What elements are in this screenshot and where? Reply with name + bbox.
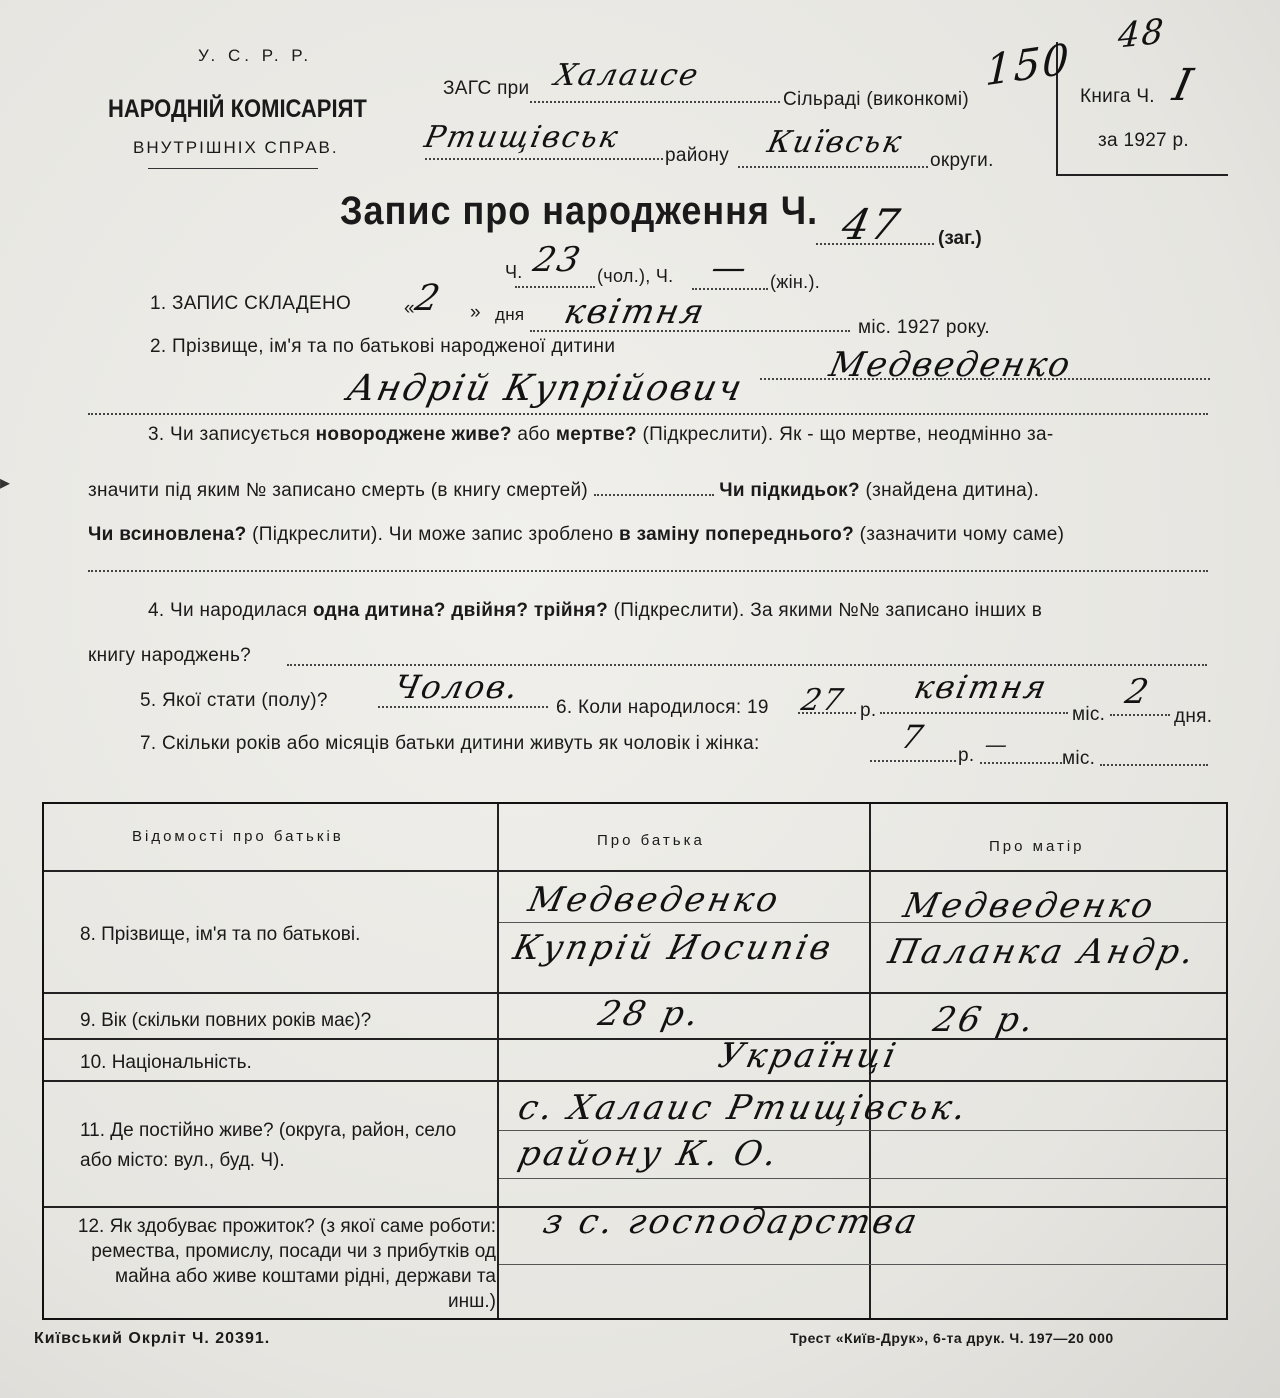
s3-text: 3. Чи записується bbox=[148, 424, 311, 445]
father-surname-handwritten: Медведенко bbox=[524, 880, 785, 920]
s3-replacement: в заміну попереднього? bbox=[619, 524, 854, 545]
raion-handwritten: Ртищівськ bbox=[421, 120, 623, 155]
s6-day-handwritten: 2 bbox=[1121, 672, 1154, 712]
okruha-label: округи. bbox=[930, 150, 994, 171]
okruha-line bbox=[738, 166, 928, 168]
book-year: за 1927 р. bbox=[1098, 130, 1189, 151]
table-row-11-label: 11. Де постійно живе? (округа, район, село або місто: вул., буд. Ч). bbox=[80, 1120, 457, 1171]
zags-label: ЗАГС при bbox=[443, 78, 530, 99]
table-row-9-rule bbox=[44, 1038, 1226, 1040]
male-label: (чол.), Ч. bbox=[597, 266, 674, 286]
header-ussr: У. С. Р. Р. bbox=[198, 46, 313, 65]
row-12-subline bbox=[499, 1264, 1226, 1265]
s5-sex-handwritten: Чолов. bbox=[390, 668, 524, 706]
mother-age-handwritten: 26 р. bbox=[929, 1000, 1040, 1040]
s2-surname-handwritten: Медведенко bbox=[825, 345, 1076, 385]
zags-village-handwritten: Халаисе bbox=[551, 58, 703, 93]
s6-year-line bbox=[798, 712, 856, 714]
residence-line-2-handwritten: району К. О. bbox=[514, 1134, 784, 1174]
table-header-mother: Про матір bbox=[989, 838, 1085, 855]
s3-text-2: (Підкреслити). Як - що мертве, неодмінно за- bbox=[642, 424, 1054, 445]
s1-suffix: міс. 1927 року. bbox=[858, 317, 990, 338]
header-commissariat: НАРОДНІЙ КОМІСАРІЯТ bbox=[108, 94, 367, 123]
s7-months-line bbox=[980, 762, 1062, 764]
parents-table bbox=[42, 802, 1228, 1320]
father-age-handwritten: 28 р. bbox=[594, 994, 705, 1034]
record-title: Запис про народження Ч. bbox=[340, 187, 819, 233]
s7-years-line bbox=[870, 760, 956, 762]
record-number-line bbox=[816, 243, 934, 245]
residence-line-1-handwritten: с. Халаис Ртищівськ. bbox=[514, 1088, 973, 1128]
s6-mis: міс. bbox=[1072, 704, 1106, 725]
s4-line-1 bbox=[148, 600, 1042, 622]
header-commissariat-sub: ВНУТРІШНІХ СПРАВ. bbox=[133, 138, 339, 157]
s2-line-2 bbox=[88, 413, 1208, 415]
header-rule bbox=[148, 168, 318, 169]
table-col-divider-1 bbox=[497, 804, 499, 1318]
ch-prefix: Ч. bbox=[505, 262, 523, 282]
s3-line-3 bbox=[88, 524, 1064, 546]
s7-r: р. bbox=[958, 745, 975, 766]
silradi-label: Сільраді (виконкомі) bbox=[783, 89, 969, 110]
father-name-handwritten: Купрій Иосипів bbox=[509, 928, 838, 968]
s3-death-line bbox=[594, 494, 714, 496]
s4-text-2: (Підкреслити). За якими №№ записано інших в bbox=[613, 600, 1043, 621]
livelihood-handwritten: з с. господарства bbox=[539, 1202, 924, 1242]
s3-or: або bbox=[517, 424, 551, 445]
table-row-10-label: 10. Національність. bbox=[80, 1052, 252, 1073]
table-header-father: Про батька bbox=[597, 832, 705, 849]
s6-label: 6. Коли народилося: 19 bbox=[556, 697, 769, 718]
male-number-line bbox=[515, 286, 595, 288]
s3-reason: (зазначити чому саме) bbox=[859, 524, 1065, 545]
row-8-mother-subline bbox=[870, 922, 1226, 923]
s4-options: одна дитина? двійня? трійня? bbox=[313, 600, 608, 621]
s1-quote-open: « bbox=[404, 298, 415, 319]
margin-mark: ▸ bbox=[0, 472, 11, 494]
mother-surname-handwritten: Медведенко bbox=[899, 886, 1160, 926]
okruha-handwritten: Київськ bbox=[764, 125, 907, 160]
corner-note-1: 150 bbox=[984, 33, 1072, 96]
corner-note-2: 48 bbox=[1116, 11, 1167, 57]
table-row-12-label: 12. Як здобуває прожиток? (з якої саме роботи: ремества, промислу, посади чи з прибутків од майна або живе коштами рідні, держави та инш.) bbox=[77, 1216, 496, 1312]
s1-month-handwritten: квітня bbox=[560, 292, 710, 332]
s2-line-1 bbox=[760, 378, 1210, 380]
record-zag-label: (заг.) bbox=[938, 228, 982, 249]
female-label: (жін.). bbox=[770, 272, 821, 292]
s7-label: 7. Скільки років або місяців батьки дитини живуть як чоловік і жінка: bbox=[140, 733, 760, 754]
record-number-handwritten: 47 bbox=[837, 200, 906, 249]
row-11-subline-2 bbox=[499, 1178, 1226, 1179]
s3-foundling: Чи підкидьок? bbox=[719, 480, 860, 501]
s4-blank-line bbox=[287, 664, 1207, 666]
nationality-handwritten: Українці bbox=[714, 1036, 903, 1076]
s5-line bbox=[378, 706, 548, 708]
female-number-handwritten: — bbox=[707, 248, 753, 288]
s4-text: 4. Чи народилася bbox=[148, 600, 308, 621]
male-number-handwritten: 23 bbox=[529, 240, 586, 280]
s1-quote-close: » bbox=[470, 302, 481, 323]
raion-line bbox=[425, 158, 663, 160]
s3-alive: новороджене живе? bbox=[315, 424, 512, 445]
s4-line-2: книгу народжень? bbox=[88, 645, 252, 666]
s2-label: 2. Прізвище, ім'я та по батькові народженої дитини bbox=[150, 336, 616, 357]
s3-adopted: Чи всиновлена? bbox=[88, 524, 247, 545]
s6-r: р. bbox=[860, 700, 877, 721]
book-label: Книга Ч. bbox=[1080, 86, 1155, 107]
female-number-line bbox=[692, 288, 768, 290]
s7-years-handwritten: 7 bbox=[897, 718, 929, 756]
footer-left: Київський Окрліт Ч. 20391. bbox=[34, 1330, 271, 1347]
table-header-parents: Відомості про батьків bbox=[132, 828, 344, 845]
s5-label: 5. Якої стати (полу)? bbox=[140, 690, 328, 711]
s3-line-2 bbox=[88, 480, 1039, 502]
raion-label: району bbox=[665, 145, 730, 166]
s1-day-handwritten: 2 bbox=[411, 278, 446, 319]
s3-found-child: (знайдена дитина). bbox=[865, 480, 1040, 501]
s6-day-line bbox=[1110, 714, 1170, 716]
zags-line bbox=[530, 101, 780, 103]
s1-label: 1. ЗАПИС СКЛАДЕНО bbox=[150, 293, 352, 314]
s7-mis: міс. bbox=[1062, 748, 1096, 769]
book-number-handwritten: І bbox=[1168, 60, 1199, 111]
s3-death-ref: значити під яким № записано смерть (в книгу смертей) bbox=[88, 480, 588, 501]
s3-line-1 bbox=[148, 424, 1053, 446]
table-row-9-label: 9. Вік (скільки повних років має)? bbox=[80, 1010, 372, 1031]
s1-day-label: дня bbox=[495, 305, 525, 324]
s7-end-line bbox=[1100, 764, 1208, 766]
row-8-father-subline bbox=[499, 922, 869, 923]
s3-text-3: (Підкреслити). Чи може запис зроблено bbox=[252, 524, 614, 545]
footer-right: Трест «Київ-Друк», 6-та друк. Ч. 197—20 000 bbox=[790, 1330, 1114, 1346]
s6-month-line bbox=[880, 712, 1068, 714]
table-row-8-label: 8. Прізвище, ім'я та по батькові. bbox=[80, 924, 361, 945]
table-row-10-rule bbox=[44, 1080, 1226, 1082]
mother-name-handwritten: Паланка Андр. bbox=[884, 932, 1201, 972]
book-box bbox=[1056, 42, 1228, 176]
s2-name-handwritten: Андрій Купрійович bbox=[343, 368, 748, 409]
s6-month-handwritten: квітня bbox=[910, 668, 1052, 706]
s3-dead: мертве? bbox=[555, 424, 637, 445]
s3-blank-line bbox=[88, 570, 1208, 572]
s6-year-handwritten: 27 bbox=[798, 683, 848, 718]
row-11-subline-1 bbox=[499, 1130, 1226, 1131]
table-header-rule bbox=[44, 870, 1226, 872]
s7-months-handwritten: — bbox=[982, 733, 1012, 758]
s6-dnia: дня. bbox=[1174, 706, 1213, 727]
